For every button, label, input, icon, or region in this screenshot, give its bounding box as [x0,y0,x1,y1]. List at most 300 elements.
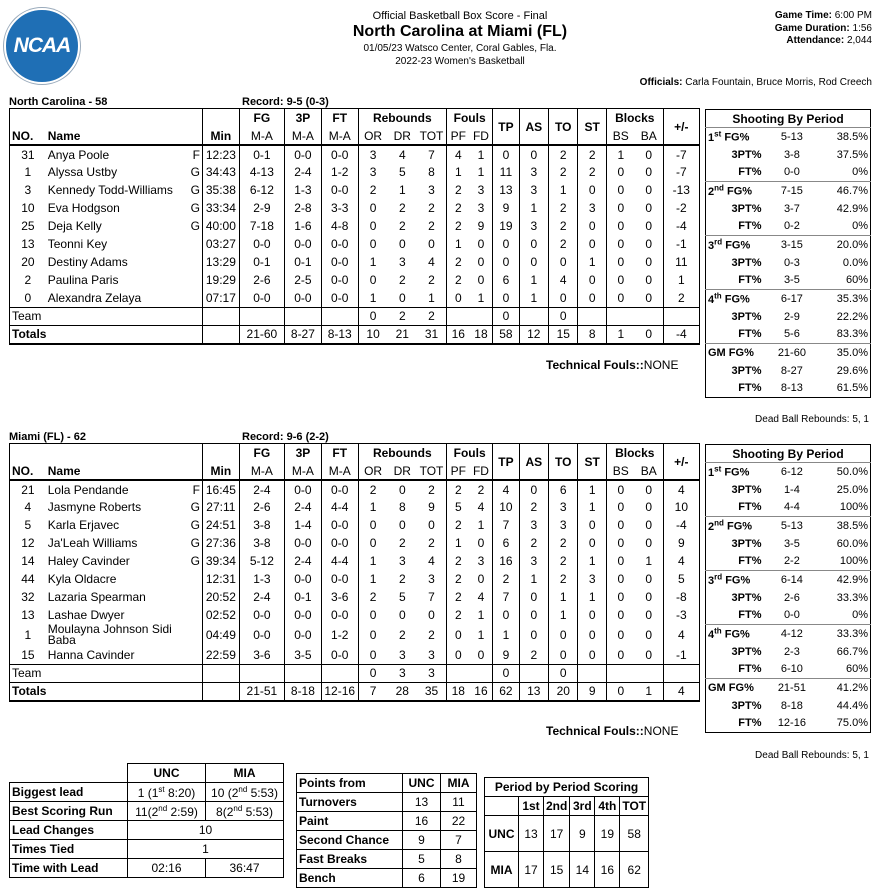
stat-cell: 0 [477,255,485,269]
stat-cell: 0 [398,518,406,532]
stat-cell: 0-0 [285,570,322,588]
team0-shooting-frame [705,109,871,398]
period-3pt-row: 3PT% 1-4 25.0% [731,483,868,496]
stat-cell: 1 [470,145,493,163]
totals-cell: 4 [663,682,699,700]
stat-cell: 0 [493,235,519,253]
stat-cell: 2 [446,606,469,624]
stat-cell: 1 [519,199,548,217]
stat-cell: 1 [578,588,606,606]
stat-cell: 2 [549,534,578,552]
team0-player-row [10,199,699,217]
team1-player-row [10,498,699,516]
stat-cell: 0 [606,516,634,534]
stat-cell: 3 [398,554,406,568]
jersey-number: 2 [24,273,32,287]
period-3pt-row: 3PT% 2-3 66.7% [731,645,868,658]
team1-player-row [10,570,699,588]
team0-technical-fouls: Technical Fouls::NONE [546,358,679,372]
stat-cell: 2-6 [239,498,284,516]
stat-cell: 0 [446,624,469,646]
totals-cell: 9 [578,682,606,700]
stat-cell: 04:49 [202,624,239,646]
stat-cell: 2 [428,536,435,550]
stat-cell: 2 [398,219,406,233]
stat-cell: 0 [606,646,634,664]
player-name: Lazaria Spearman [47,590,146,604]
stat-cell: 1-4 [285,516,322,534]
team0-player-row [10,235,699,253]
player-name: Kyla Oldacre [47,572,117,586]
stat-cell: 2 [358,588,387,606]
stat-cell: 2 [446,199,469,217]
stat-cell: 0 [606,624,634,646]
stat-cell: 2 [549,199,578,217]
stat-cell: 1 [358,289,387,307]
period-ft-row: FT% 0-0 0% [738,609,868,622]
team0-dead-ball-rebounds: Dead Ball Rebounds: 5, 1 [755,414,869,425]
stat-cell: 1 [519,271,548,289]
stat-cell: 1 [358,552,387,570]
stat-cell: 5 [398,590,406,604]
stat-cell: 1-6 [285,217,322,235]
jersey-number: 13 [21,237,35,251]
stat-cell: 0 [645,165,653,179]
stat-cell: 24:51 [202,516,239,534]
stat-cell: 2 [470,480,493,498]
stat-cell: 0 [645,201,653,215]
stat-cell: 4 [428,255,435,269]
period-3pt-row: 3PT% 2-9 22.2% [731,310,868,323]
summary-row [10,783,284,802]
totals-cell: 21-60 [239,325,284,343]
stat-cell: 1 [428,290,435,305]
stat-cell: 9 [493,646,519,664]
jersey-number: 14 [21,554,35,568]
stat-cell: 07:17 [202,289,239,307]
jersey-number: 15 [21,647,35,662]
stat-cell: 0 [578,606,606,624]
stat-cell: 1 [446,534,469,552]
game-time: 6:00 PM [834,10,872,21]
stat-cell: 1 [549,606,578,624]
totals-cell: 8-13 [321,325,358,343]
team1-shooting-frame [705,444,871,733]
stat-cell: 0-0 [321,181,358,199]
period-col-header: 4th [595,797,620,816]
stat-cell: 1 [398,183,406,197]
team1-player-row [10,480,699,498]
stat-cell: 1 [477,518,485,532]
jersey-number: 44 [21,572,35,586]
stat-cell: 2 [417,480,446,498]
period-col-header: 3rd [570,797,595,816]
jersey-number: 13 [21,608,35,622]
period-fg-row: GM FG% 21-60 35.0% [706,344,871,362]
stat-cell: 0 [519,606,548,624]
points-from-row: Fast Breaks 5 8 [297,850,477,869]
team0-player-row [10,145,699,163]
stat-cell: 2 [428,628,435,642]
stat-cell: 3 [519,163,548,181]
matchup-title: North Carolina at Miami (FL) [352,23,568,40]
stat-cell: 0-0 [321,271,358,289]
stat-cell: 2 [446,271,469,289]
period-3pt-row: 3PT% 2-6 33.3% [731,591,868,604]
stat-cell: 16 [493,552,519,570]
stat-cell: 0-0 [285,534,322,552]
stat-cell: 3 [578,199,606,217]
stat-cell: 19:29 [202,271,239,289]
stat-cell: 0 [358,624,387,646]
jersey-number: 25 [21,219,35,233]
totals-label: Totals [10,325,202,343]
stat-cell: 2-4 [285,552,322,570]
totals-cell: 58 [493,325,519,343]
stat-cell: 2 [446,552,469,570]
player-name: Hanna Cavinder [47,647,135,662]
stat-cell: 0 [493,253,519,271]
summary-mia: 10 (2nd 5:53) [206,783,284,802]
stat-cell: 2-5 [285,271,322,289]
player-name: Paulina Paris [47,273,119,287]
stat-cell: 1 [578,552,606,570]
totals-cell: 12-16 [321,682,358,700]
jersey-number: 1 [24,628,32,642]
stat-cell: 19 [493,217,519,235]
totals-cell: 15 [549,325,578,343]
stat-cell: 2-8 [285,199,322,217]
stat-cell: 0 [428,518,435,532]
stat-cell: 27:11 [202,498,239,516]
team0-totals-row [10,325,699,343]
stat-cell: 0 [477,572,485,586]
stat-cell: -1 [663,646,699,664]
stat-cell: 0 [428,237,435,251]
stat-cell: 3 [428,572,435,586]
game-summary-table [9,763,284,878]
shooting-title: Shooting By Period [732,111,844,126]
stat-cell: -13 [663,181,699,199]
stat-cell: 3 [549,498,578,516]
stat-cell: 1 [578,480,606,498]
stat-cell: 0 [358,217,387,235]
stat-cell: 0 [549,624,578,646]
team0-player-row [10,253,699,271]
stat-cell: 2 [578,145,606,163]
stat-cell: 2 [663,289,699,307]
stat-cell: 0 [519,480,548,498]
stat-cell: 0 [519,145,548,163]
stat-cell: 0-0 [321,646,358,664]
stat-cell: 33:34 [202,199,239,217]
player-name: Anya Poole F [46,145,203,163]
stat-cell: 0-0 [321,289,358,307]
stat-cell: 02:52 [202,606,239,624]
stat-cell: 0 [388,480,417,498]
stat-cell: 0 [606,253,634,271]
stat-cell: 34:43 [202,163,239,181]
stat-cell: 12:31 [202,570,239,588]
stat-cell: 2 [446,516,469,534]
stat-cell: 0-0 [321,480,358,498]
stat-cell: 4 [477,500,485,514]
stat-cell: 2 [549,552,578,570]
stat-cell: 0-0 [285,145,322,163]
period-3pt-row: 3PT% 0-3 0.0% [731,256,868,269]
period-ft-row: FT% 0-2 0% [738,220,868,233]
stat-cell: 27:36 [202,534,239,552]
stat-cell: -7 [663,145,699,163]
period-fg-row: 4th FG% 6-17 35.3% [706,290,871,308]
stat-cell: 0 [606,534,634,552]
stat-cell: 2 [428,201,435,215]
stat-cell: 16:45 [202,480,239,498]
stat-cell: 7 [428,590,435,604]
stat-cell: 4 [663,552,699,570]
stat-cell: 2 [519,646,548,664]
stat-cell: 0 [606,271,634,289]
stat-cell: 0 [519,253,548,271]
totals-cell: 31 [417,325,446,343]
summary-label: Lead Changes [10,821,128,840]
stat-cell: 13:29 [202,253,239,271]
shooting-title: Shooting By Period [732,446,844,461]
stat-cell: 13 [493,181,519,199]
stat-cell: 4 [663,624,699,646]
totals-cell: 21-51 [239,682,284,700]
period-ft-row: FT% 6-10 60% [738,663,868,676]
jersey-number: 10 [21,201,35,215]
stat-cell: 0 [606,163,634,181]
stat-cell: 1 [606,145,634,163]
player-name: Lashae Dwyer [47,608,125,622]
summary-row [10,840,284,859]
totals-cell: 12 [519,325,548,343]
stat-cell: 2 [398,628,406,642]
stat-cell: 4-8 [321,217,358,235]
stat-cell: 4 [663,480,699,498]
period-fg-row: 3rd FG% 3-15 20.0% [706,236,871,254]
stat-cell: 1 [477,608,485,622]
period-col-header: TOT [620,797,649,816]
stat-cell: 2-4 [285,163,322,181]
stat-cell: 0 [606,498,634,516]
period-fg-row: 2nd FG% 7-15 46.7% [706,182,871,200]
stat-cell: 0-0 [239,235,284,253]
summary-row [10,802,284,821]
stat-cell: 0-0 [239,606,284,624]
stat-cell: 0 [578,646,606,664]
team1-player-row [10,552,699,570]
stat-cell: 3 [358,163,387,181]
stat-cell: 0 [645,628,653,642]
totals-cell: 21 [388,325,417,343]
stat-cell: 0 [578,235,606,253]
stat-cell: 2 [358,480,387,498]
stat-cell: 39:34 [202,552,239,570]
stat-cell: 0 [519,624,548,646]
stat-cell: 0 [606,552,634,570]
stat-cell: 1-3 [285,181,322,199]
stat-cell: 1 [578,498,606,516]
stat-cell: 0 [398,290,406,305]
totals-cell: 62 [493,682,519,700]
team1-boxscore: FG 3P FT Rebounds Fouls TP AS TO ST Blocks +/- NO. Name Min M-A M-A M-A OR DR TOT PF FD BS BA 21 Lola Pendande F 16:45 2-4 0-0 0-0 2 0 2 2 2 4 0 6 1 0 0 4 4 Jasmyne Roberts G 27:11 2-6 2-4 4-4 1 8 9 5 4 10 2 3 1 0 0 10 5 Karla Erjavec G 24:51 3-8 1-4 0-0 0 0 0 2 1 7 3 3 0 0 0 -4 12 Ja'Leah Williams G 27:36 3-8 0-0 0-0 0 2 2 1 0 6 2 2 0 0 0 9 14 Haley Cavinder G 39:34 5-12 2-4 4-4 1 3 4 2 3 16 3 2 1 0 1 4 44 Kyla Oldacre 12:31 1-3 0-0 0-0 1 2 3 2 0 2 1 2 3 0 0 5 32 Lazaria Spearman 20:52 2-4 0-1 3-6 2 5 7 2 4 7 0 1 1 0 0 -8 13 Lashae Dwyer 02:52 0-0 0-0 0-0 0 0 0 2 1 0 0 1 0 0 0 -3 1 Moulayna Johnson Sidi Baba 04:49 0-0 0-0 1-2 0 2 2 0 1 1 0 0 0 0 0 4 15 Hanna Cavinder 22:59 3-6 3-5 0-0 0 3 3 0 0 9 2 0 0 0 0 -1 Team 0 3 3 0 0 Totals 21-51 8-18 12-16 7 28 35 18 16 62 13 20 9 0 1 4 [10,444,699,701]
period-fg-row: 3rd FG% 6-14 42.9% [706,571,871,589]
jersey-number: 32 [21,590,35,604]
period-ft-row: FT% 5-6 83.3% [738,328,868,341]
stat-cell: 9 [663,534,699,552]
stat-cell: 9 [428,500,435,514]
game-duration: 1:56 [852,22,872,34]
stat-cell: 0 [635,480,663,498]
player-name: Haley Cavinder G [47,554,200,568]
stat-cell: 2 [519,534,548,552]
stat-cell: 0 [645,290,653,305]
stat-cell: 2 [398,201,406,215]
team0-header: North Carolina - 58 [9,96,108,108]
stat-cell: 12:23 [202,145,239,163]
stat-cell: 0 [358,235,387,253]
points-from-row: Second Chance 9 7 [297,831,477,850]
stat-cell: 5 [398,165,406,179]
stat-cell: 03:27 [202,235,239,253]
period-row: MIA 17 15 14 16 62 [485,852,649,888]
season-line: 2022-23 Women's Basketball [395,56,525,67]
stat-cell: 0 [578,217,606,235]
team1-boxscore-frame [9,443,700,702]
stat-cell: 4-13 [239,163,284,181]
stat-cell: 0-1 [239,253,284,271]
stat-cell: 35:38 [202,181,239,199]
team1-player-row [10,588,699,606]
stat-cell: 7 [493,516,519,534]
stat-cell: 2-4 [239,480,284,498]
stat-cell: 0 [549,253,578,271]
summary-mia: 36:47 [206,859,284,878]
points-from-title: Points from [297,774,403,793]
period-ft-row: FT% 3-5 60% [738,274,868,287]
totals-cell: 8 [578,325,606,343]
period-scoring-table [484,777,649,888]
team0-player-row [10,181,699,199]
summary-unc: 11(2nd 2:59) [128,802,206,821]
stat-cell: 2 [549,145,578,163]
stat-cell: 1 [578,253,606,271]
stat-cell: 0-0 [321,516,358,534]
stat-cell: 0 [645,237,653,251]
stat-cell: 4 [493,480,519,498]
period-scoring-title: Period by Period Scoring [485,778,649,797]
totals-cell: 18 [470,325,493,343]
stat-cell: 3 [519,516,548,534]
stat-cell: 1 [549,588,578,606]
stat-cell: 0-0 [321,145,358,163]
stat-cell: 5-12 [239,552,284,570]
stat-cell: -7 [663,163,699,181]
team0-player-row [10,163,699,181]
stat-cell: 1 [493,624,519,646]
team0-boxscore: FG 3P FT Rebounds Fouls TP AS TO ST Blocks +/- NO. Name Min M-A M-A M-A OR DR TOT PF FD BS BA 31 Anya Poole F 12:23 0-1 0-0 0-0 3 4 7 4 1 0 0 2 2 1 0 -7 1 Alyssa Ustby G 34:43 4-13 2-4 1-2 3 5 8 1 1 11 3 2 2 0 0 -7 3 Kennedy Todd-Williams G 35:38 6-12 1-3 0-0 2 1 3 2 3 13 3 1 0 0 0 -13 10 Eva Hodgson G 33:34 2-9 2-8 3-3 0 2 2 2 3 9 1 2 3 0 0 -2 25 Deja Kelly G 40:00 7-18 1-6 4-8 0 2 2 2 9 19 3 2 0 0 0 -4 13 Teonni Key 03:27 0-0 0-0 0-0 0 0 0 1 0 0 0 2 0 0 0 -1 20 Destiny Adams 13:29 0-1 0-1 0-0 1 3 4 2 0 0 0 0 1 0 0 11 2 Paulina Paris 19:29 2-6 2-5 0-0 0 2 2 2 0 6 1 4 0 0 0 1 0 Alexandra Zelaya 07:17 0-0 0-0 0-0 1 0 1 0 1 0 1 0 0 0 0 2 Team 0 2 2 0 0 Totals 21-60 8-27 8-13 10 21 31 16 18 58 12 15 8 1 0 -4 [10,109,699,344]
stat-cell: 0 [493,289,519,307]
stat-cell: 6 [549,480,578,498]
stat-cell: 9 [493,199,519,217]
stat-cell: 4 [428,554,435,568]
stat-cell: 2 [578,163,606,181]
stat-cell: 0 [519,235,548,253]
stat-cell: 4 [388,145,417,163]
summary-label: Biggest lead [10,783,128,802]
totals-cell: 13 [519,682,548,700]
stat-cell: 2-4 [285,498,322,516]
period-fg-row: GM FG% 21-51 41.2% [706,679,871,697]
stat-cell: 0-0 [285,480,322,498]
player-name: Destiny Adams [47,255,128,269]
team1-record: Record: 9-6 (2-2) [242,431,329,443]
stat-cell: 0 [549,289,578,307]
stat-cell: 0-0 [285,235,322,253]
totals-cell: 0 [606,682,634,700]
jersey-number: 4 [24,500,32,514]
team1-technical-fouls: Technical Fouls::NONE [546,724,679,738]
period-3pt-row: 3PT% 8-27 29.6% [731,364,868,377]
totals-label: Totals [10,682,202,700]
period-ft-row: FT% 8-13 61.5% [738,382,868,395]
stat-cell: 4 [477,590,485,604]
stat-cell: 3 [477,554,485,568]
stat-cell: 0 [578,289,606,307]
stat-cell: 4 [446,145,469,163]
stat-cell: 7-18 [239,217,284,235]
totals-cell: 0 [635,325,663,343]
stat-cell: 0 [446,289,469,307]
stat-cell: 5 [446,498,469,516]
stat-cell: 0 [645,273,653,287]
stat-cell: 3 [549,516,578,534]
stat-cell: 2 [446,588,469,606]
stat-cell: 0-0 [285,606,322,624]
period-fg-row: 4th FG% 4-12 33.3% [706,625,871,643]
stat-cell: 1 [446,163,469,181]
stat-cell: 0-0 [321,235,358,253]
stat-cell: 1 [358,570,387,588]
stat-cell: -3 [663,606,699,624]
team0-boxscore-frame [9,108,700,345]
jersey-number: 5 [24,518,32,532]
stat-cell: 0-1 [285,588,322,606]
stat-cell: 2 [549,163,578,181]
summary-unc: 02:16 [128,859,206,878]
stat-cell: 3-6 [321,588,358,606]
stat-cell: 8 [398,500,406,514]
player-name: Deja Kelly G [47,219,200,233]
stat-cell: 2 [493,570,519,588]
summary-mia: 8(2nd 5:53) [206,802,284,821]
stat-cell: 1 [477,165,485,179]
stat-cell: 0 [358,199,387,217]
stat-cell: 2 [398,273,406,287]
stat-cell: 0 [645,590,653,604]
stat-cell: 0 [477,647,485,662]
stat-cell: 1 [477,290,485,305]
stat-cell: 0 [578,181,606,199]
stat-cell: 2 [446,253,469,271]
summary-label: Times Tied [10,840,128,859]
stat-cell: 1-2 [321,163,358,181]
team0-player-row [10,289,699,307]
stat-cell: 3 [519,181,548,199]
